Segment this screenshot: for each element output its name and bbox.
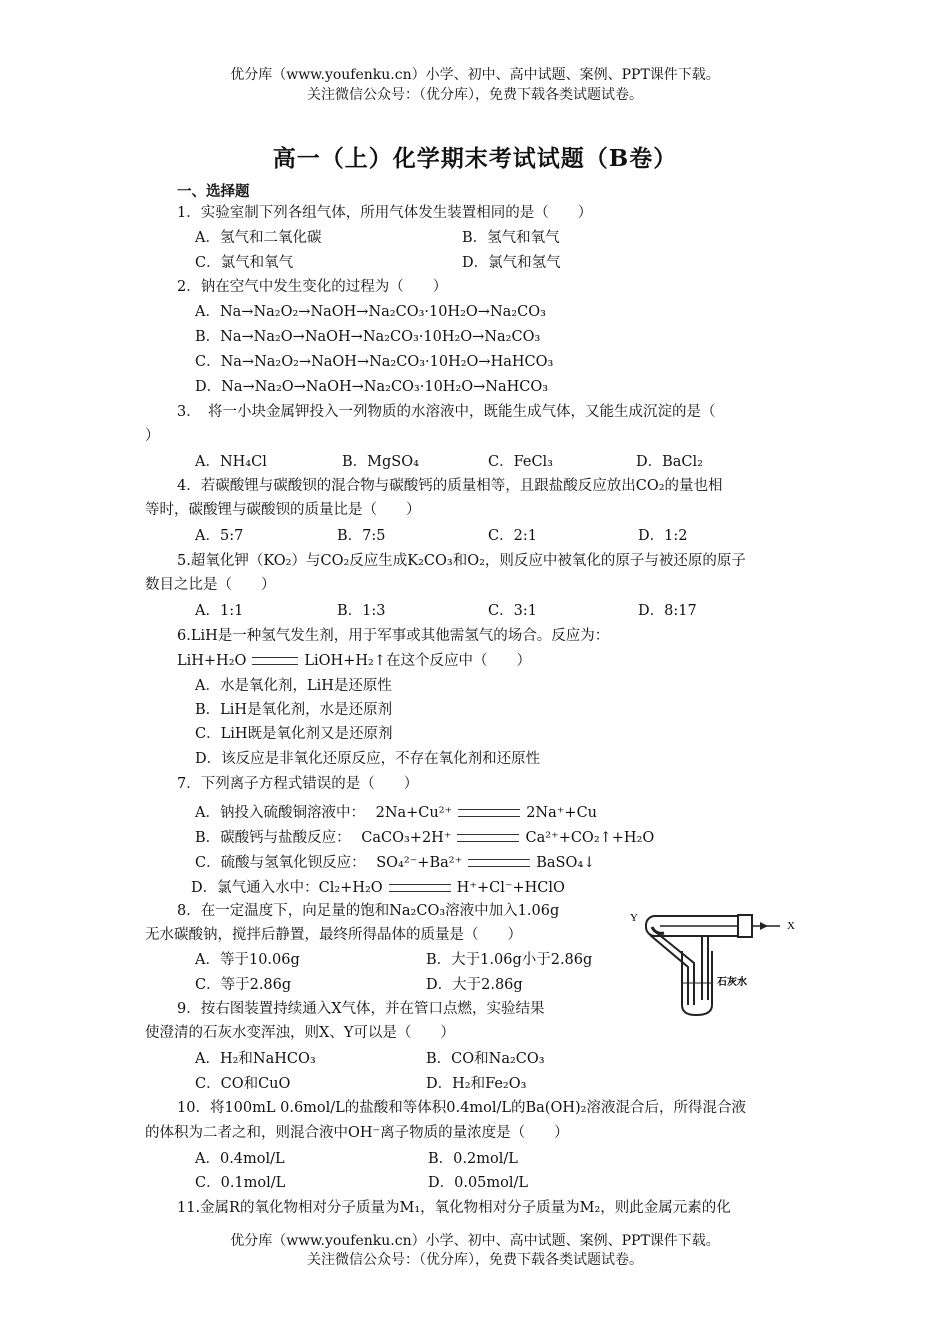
q7-c-left: SO₄²⁻+Ba²⁺	[376, 855, 463, 871]
q6-option-c: C．LiH既是氧化剂又是还原剂	[195, 726, 393, 742]
q7-a-right: 2Na⁺+Cu	[526, 805, 597, 821]
q8-option-b: B．大于1.06g小于2.86g	[426, 952, 593, 968]
q4-option-b: B．7:5	[337, 528, 386, 544]
q1-stem: 1．实验室制下列各组气体，所用气体发生装置相同的是（ ）	[177, 205, 593, 221]
equals-sign-icon	[458, 809, 520, 817]
equals-sign-icon	[457, 834, 519, 842]
q5-option-c: C．3:1	[488, 603, 537, 619]
apparatus-figure	[630, 905, 800, 1017]
q7-c-label: C．硫酸与氢氧化钡反应：	[195, 855, 366, 871]
equals-sign-icon	[389, 884, 451, 892]
q7-a-left: 2Na+Cu²⁺	[375, 805, 453, 821]
q6-eq-left: LiH+H₂O	[177, 653, 247, 669]
q8-option-d: D．大于2.86g	[426, 977, 523, 993]
q10-option-a: A．0.4mol/L	[195, 1151, 285, 1167]
q7-d-right: H⁺+Cl⁻+HClO	[456, 880, 565, 896]
q1-option-c: C．氯气和氧气	[195, 255, 294, 271]
figure-label-x: X	[787, 920, 795, 932]
q9-stem-line-2: 使澄清的石灰水变浑浊，则X、Y可以是（ ）	[145, 1025, 455, 1041]
q9-option-a: A．H₂和NaHCO₃	[195, 1051, 316, 1067]
q6-option-a: A．水是氧化剂，LiH是还原性	[195, 678, 392, 694]
q5-stem-line-1: 5.超氧化钾（KO₂）与CO₂反应生成K₂CO₃和O₂，则反应中被氧化的原子与被还原的原子	[177, 553, 746, 569]
q10-option-d: D．0.05mol/L	[428, 1175, 529, 1191]
q9-option-d: D．H₂和Fe₂O₃	[426, 1076, 527, 1092]
q3-option-d: D．BaCl₂	[636, 454, 703, 470]
stopper	[738, 915, 752, 937]
q6-stem-line-1: 6.LiH是一种氢气发生剂，用于军事或其他需氢气的场合。反应为：	[177, 628, 610, 644]
q6-option-b: B．LiH是氧化剂，水是还原剂	[195, 702, 393, 718]
q8-option-c: C．等于2.86g	[195, 977, 292, 993]
q3-option-c: C．FeCl₃	[488, 454, 553, 470]
q7-d-label: D．氯气通入水中：	[191, 880, 319, 896]
q5-option-d: D．8:17	[638, 603, 697, 619]
solid-y	[652, 927, 664, 933]
q8-option-a: A．等于10.06g	[195, 952, 300, 968]
q3-stem-line-1: 3． 将一小块金属钾投入一列物质的水溶液中，既能生成气体，又能生成沉淀的是（	[177, 404, 716, 420]
q9-stem-line-1: 9．按右图装置持续通入X气体，并在管口点燃，实验结果	[177, 1001, 545, 1017]
q3-stem-line-2: ）	[145, 428, 160, 444]
q4-option-c: C．2:1	[488, 528, 537, 544]
q9-option-c: C．CO和CuO	[195, 1076, 291, 1092]
q9-option-b: B．CO和Na₂CO₃	[426, 1051, 545, 1067]
q2-option-a: A．Na→Na₂O₂→NaOH→Na₂CO₃·10H₂O→Na₂CO₃	[195, 304, 546, 320]
q4-option-a: A．5:7	[195, 528, 244, 544]
q7-stem: 7．下列离子方程式错误的是（ ）	[177, 776, 419, 792]
q8-stem-line-1: 8．在一定温度下，向足量的饱和Na₂CO₃溶液中加入1.06g	[177, 903, 560, 919]
q7-a-label: A．钠投入硫酸铜溶液中：	[195, 805, 365, 821]
q10-option-c: C．0.1mol/L	[195, 1175, 286, 1191]
q1-option-b: B．氢气和氧气	[462, 230, 560, 246]
q7-d-left: Cl₂+H₂O	[318, 880, 383, 896]
q4-stem-line-2: 等时，碳酸锂与碳酸钡的质量比是（ ）	[145, 502, 421, 518]
q5-stem-line-2: 数目之比是（ ）	[145, 577, 276, 593]
q3-option-a: A．NH₄Cl	[195, 454, 267, 470]
equals-sign-icon	[252, 657, 298, 665]
q2-option-b: B．Na→Na₂O→NaOH→Na₂CO₃·10H₂O→Na₂CO₃	[195, 329, 541, 345]
q2-option-d: D．Na→Na₂O→NaOH→Na₂CO₃·10H₂O→NaHCO₃	[195, 379, 549, 395]
q4-option-d: D．1:2	[638, 528, 688, 544]
q5-option-a: A．1:1	[195, 603, 244, 619]
q8-stem-line-2: 无水碳酸钠，搅拌后静置，最终所得晶体的质量是（ ）	[145, 927, 522, 943]
q7-b-left: CaCO₃+2H⁺	[361, 830, 452, 846]
q6-equation	[177, 649, 531, 673]
q7-c-right: BaSO₄↓	[536, 855, 596, 871]
q7-b-label: B．碳酸钙与盐酸反应：	[195, 830, 351, 846]
q7-option-c	[195, 851, 595, 875]
q1-option-d: D．氯气和氢气	[462, 255, 561, 271]
q10-stem-line-2: 的体积为二者之和，则混合液中OH⁻离子物质的量浓度是（ ）	[145, 1125, 569, 1141]
q10-stem-line-1: 10．将100mL 0.6mol/L的盐酸和等体积0.4mol/L的Ba(OH)₂溶液混合后，所得混合液	[177, 1100, 746, 1116]
figure-label-limewater: 石灰水	[717, 977, 747, 988]
q7-option-d	[191, 876, 565, 900]
q7-b-right: Ca²⁺+CO₂↑+H₂O	[525, 830, 655, 846]
q2-option-c: C．Na→Na₂O₂→NaOH→Na₂CO₃·10H₂O→HaHCO₃	[195, 354, 554, 370]
q11-stem-line-1: 11.金属R的氧化物相对分子质量为M₁，氧化物相对分子质量为M₂，则此金属元素的化	[177, 1200, 731, 1216]
q1-option-a: A．氢气和二氧化碳	[195, 230, 322, 246]
header-line-1: 优分库（www.youfenku.cn）小学、初中、高中试题、案例、PPT课件下载。	[230, 67, 720, 83]
q10-option-b: B．0.2mol/L	[428, 1151, 518, 1167]
equals-sign-icon	[468, 859, 530, 867]
footer-line-2: 关注微信公众号：（优分库），免费下载各类试题试卷。	[307, 1252, 643, 1268]
q6-option-d: D．该反应是非氧化还原反应，不存在氧化剂和还原性	[195, 751, 541, 767]
page-title: 高一（上）化学期末考试试题（B卷）	[272, 145, 678, 172]
q3-option-b: B．MgSO₄	[342, 454, 419, 470]
q6-eq-right: LiOH+H₂↑在这个反应中（ ）	[304, 653, 531, 669]
q5-option-b: B．1:3	[337, 603, 386, 619]
q2-stem: 2．钠在空气中发生变化的过程为（ ）	[177, 279, 448, 295]
section-heading: 一、选择题	[177, 183, 250, 200]
arrow-icon	[760, 922, 768, 930]
header-line-2: 关注微信公众号：（优分库），免费下载各类试题试卷。	[307, 87, 643, 103]
q7-option-b	[195, 826, 654, 850]
q7-option-a	[195, 801, 597, 825]
footer-line-1: 优分库（www.youfenku.cn）小学、初中、高中试题、案例、PPT课件下载。	[230, 1233, 720, 1249]
figure-label-y: Y	[630, 912, 638, 924]
q4-stem-line-1: 4．若碳酸锂与碳酸钡的混合物与碳酸钙的质量相等，且跟盐酸反应放出CO₂的量也相	[177, 478, 723, 494]
